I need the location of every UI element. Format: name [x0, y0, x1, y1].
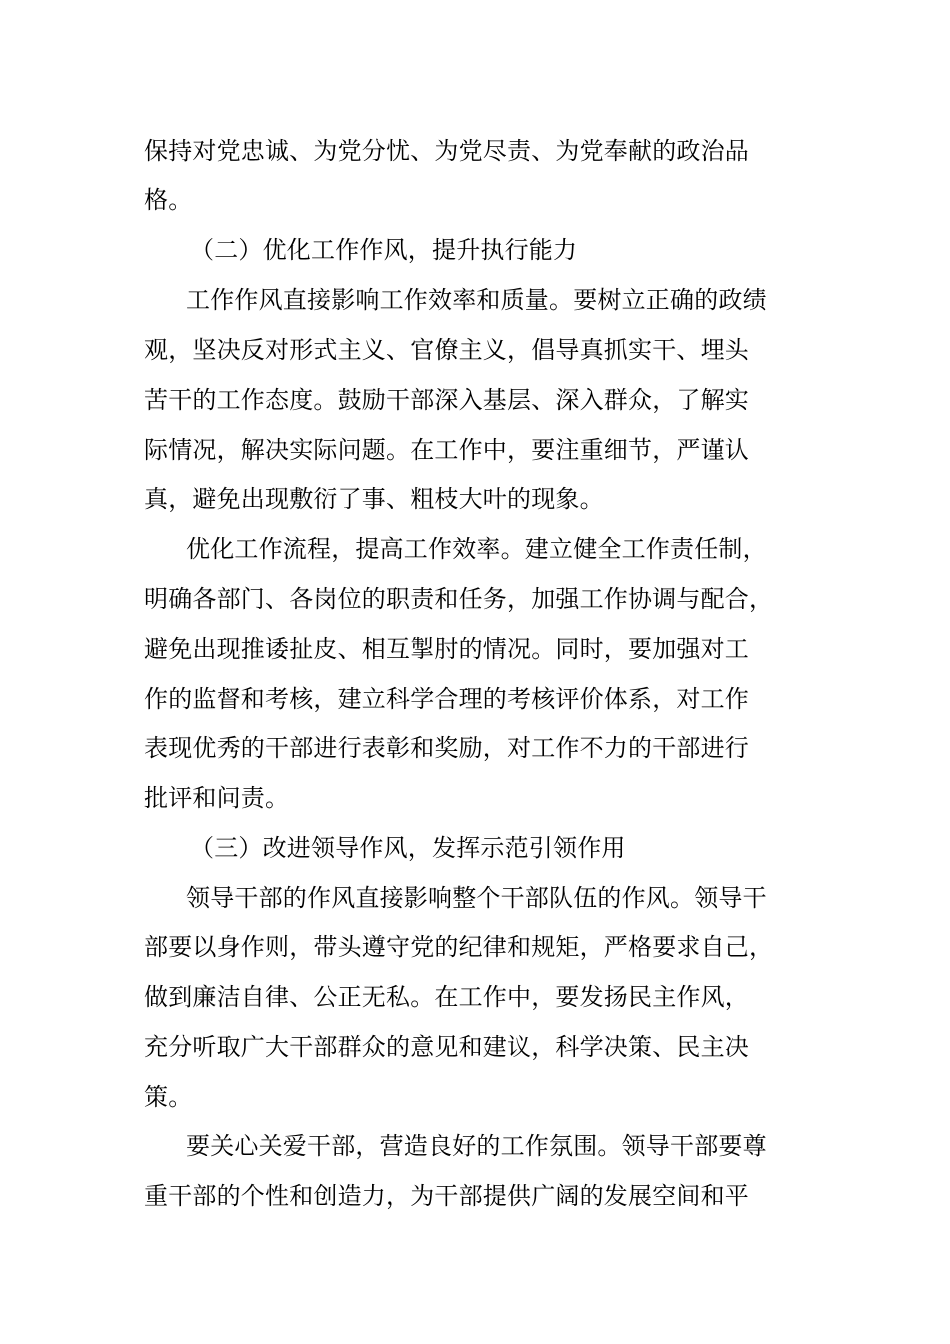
paragraph-line: 保持对党忠诚、为党分忧、为党尽责、为党奉献的政治品 — [144, 137, 749, 165]
section-heading: （二）优化工作作风，提升执行能力 — [190, 236, 578, 264]
paragraph-line: 表现优秀的干部进行表彰和奖励，对工作不力的干部进行 — [144, 734, 749, 762]
section-heading: （三）改进领导作风，发挥示范引领作用 — [190, 834, 626, 862]
paragraph-line: 际情况，解决实际问题。在工作中，要注重细节，严谨认 — [144, 436, 749, 464]
paragraph-line: 苦干的工作态度。鼓励干部深入基层、深入群众，了解实 — [144, 386, 749, 414]
paragraph-line: 重干部的个性和创造力，为干部提供广阔的发展空间和平 — [144, 1182, 749, 1210]
paragraph-line: 策。 — [144, 1083, 193, 1111]
paragraph-line: 优化工作流程，提高工作效率。建立健全工作责任制， — [186, 535, 767, 563]
paragraph-line: 充分听取广大干部群众的意见和建议，科学决策、民主决 — [144, 1033, 749, 1061]
paragraph-line: 格。 — [144, 186, 193, 214]
paragraph-line: 工作作风直接影响工作效率和质量。要树立正确的政绩 — [186, 286, 767, 314]
paragraph-line: 真，避免出现敷衍了事、粗枝大叶的现象。 — [144, 485, 604, 513]
paragraph-line: 部要以身作则，带头遵守党的纪律和规矩，严格要求自己， — [144, 933, 774, 961]
paragraph-line: 做到廉洁自律、公正无私。在工作中，要发扬民主作风， — [144, 983, 749, 1011]
paragraph-line: 领导干部的作风直接影响整个干部队伍的作风。领导干 — [186, 884, 767, 912]
paragraph-line: 避免出现推诿扯皮、相互掣肘的情况。同时，要加强对工 — [144, 635, 749, 663]
paragraph-line: 批评和问责。 — [144, 784, 290, 812]
paragraph-line: 要关心关爱干部，营造良好的工作氛围。领导干部要尊 — [186, 1132, 767, 1160]
paragraph-line: 明确各部门、各岗位的职责和任务，加强工作协调与配合， — [144, 585, 774, 613]
paragraph-line: 作的监督和考核，建立科学合理的考核评价体系，对工作 — [144, 685, 749, 713]
paragraph-line: 观，坚决反对形式主义、官僚主义，倡导真抓实干、埋头 — [144, 336, 749, 364]
